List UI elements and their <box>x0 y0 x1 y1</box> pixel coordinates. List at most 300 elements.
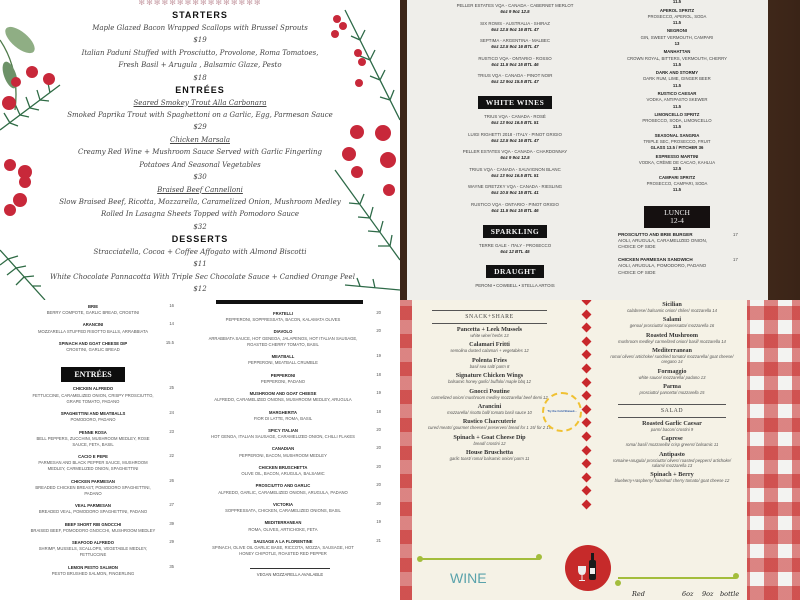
lunch-item-price: 17 <box>732 256 738 262</box>
item-price: 20 <box>376 463 381 469</box>
item-name: CHICKEN PARMESAN <box>71 478 115 484</box>
item-name: BRIE <box>87 304 98 309</box>
item-price: 20 <box>376 328 381 334</box>
item-description: SOPPRESSATA, CHICKEN, CARAMELIZED ONIONS, BASIL <box>225 508 341 514</box>
cocktail-description: GIN, SWEET VERMOUTH, CAMPARI <box>640 34 714 40</box>
item-price: 14 <box>169 321 174 327</box>
item-description: balsamic honey garlic/ buffalo/ maple bbq 12 <box>448 379 531 385</box>
menu-item <box>205 519 381 532</box>
menu-item <box>30 563 174 577</box>
cocktail-item <box>618 175 736 194</box>
item-description: blueberry+raspberry/ hazelnut/ cherry tomato/ goat cheese 12 <box>614 477 730 483</box>
item-name: Roasted Garlic Caesar <box>642 419 702 427</box>
item-description: FIOR DI LATTE, ROMA, BASIL <box>253 415 313 421</box>
wine-item <box>412 72 618 90</box>
dish-title <box>50 97 350 109</box>
item-description: BERRY COMPOTE, GARLIC BREAD, CROSTINI <box>46 310 140 316</box>
item-name: Signature Chicken Wings <box>455 372 524 380</box>
dish-title-text: Seared Smokey Trout Alla Carbonara <box>133 98 267 107</box>
menu-item <box>422 357 557 370</box>
promo-sunburst-badge: Try the Cold Shaved... <box>542 392 582 432</box>
cocktail-name: RUSTICO CAESAR <box>657 91 697 97</box>
item-price: 20 <box>376 310 381 315</box>
appetizers-entrees-list <box>30 303 174 583</box>
green-divider <box>420 558 540 560</box>
cocktail-name: NEGRONI <box>666 28 688 34</box>
wine-prices: 6oz 11.5 9oz 15 BTL 46 <box>491 61 539 67</box>
menu-item <box>608 368 736 381</box>
dish-description: Smoked Paprika Trout with Spaghettoni on a Garlic, Egg, Parmesan Sauce <box>67 110 333 119</box>
col-6oz: 6oz <box>682 590 694 598</box>
item-description: SPINACH, OLIVE OIL GARLIC BASE, RICCOTA, MOZZA, SAUSAGE, HOT HONEY CHIPOTLE, ROASTED RED PEPPER <box>212 545 354 557</box>
item-description: romaine+arugula/ prosciutto/ olives/ roasted peppers/ artichoke/ salami/ mozzarella 13 <box>612 457 732 468</box>
section-header <box>412 90 618 113</box>
green-dot <box>733 573 739 579</box>
item-description: carmelized onion/ mushroom medley mozzarella/ beef demi 12 <box>431 394 548 400</box>
wine-name: LUIGI RIGHETTI 2018 - ITALY - PINOT GRIGIO <box>468 131 562 137</box>
wine-prices: 6oz 11.5 9oz 15 BTL 46 <box>491 207 539 213</box>
dish-description: Rolled In Lasagna Sheets Topped with Pomodoro Sauce <box>101 210 299 219</box>
pizza-list <box>205 310 381 581</box>
wine-item <box>412 55 618 73</box>
item-description: PEPPERONI, PADANO <box>260 378 306 384</box>
lunch-item-price: 17 <box>732 231 738 237</box>
section-heading: STARTERS <box>172 10 228 21</box>
menu-item <box>205 482 381 495</box>
dish-price: $11 <box>193 260 207 269</box>
lunch-header <box>644 206 710 228</box>
cocktail-description: PROSECCO, SODA, LIMONCELLO <box>642 118 712 124</box>
menu-item <box>422 418 557 431</box>
wine-name: TRIUS VQA - CANADA - SAUVIGNON BLANC <box>469 166 561 172</box>
menu-item <box>608 435 736 448</box>
item-name: MEATBALL <box>271 354 295 360</box>
cocktail-name: APEROL SPRITZ <box>659 7 695 13</box>
dish-price: $30 <box>193 173 207 182</box>
item-name: Roasted Mushroom <box>646 331 698 339</box>
menu-item <box>608 301 736 314</box>
item-price: 21 <box>376 537 381 543</box>
item-description: semolina dusted calamari + vegetables 12 <box>450 348 529 354</box>
item-name: Caprese <box>661 435 683 443</box>
item-name: House Bruschetta <box>466 449 513 457</box>
item-description: BRAISED BEEF, POMODORO GNOCCHI, MUSHROOM MEDLEY <box>30 527 156 533</box>
lunch-item <box>618 232 736 251</box>
holiday-menu-photo <box>0 0 400 300</box>
cocktail-name: SEASONAL SANGRIA <box>654 132 700 138</box>
item-price: 20 <box>376 482 381 488</box>
item-name: PROSCIUTTO AND GARLIC <box>255 483 311 489</box>
section-heading: DRAUGHT <box>486 265 544 278</box>
dish-description: Maple Glazed Bacon Wrapped Scallops with Brussel Sprouts <box>92 23 308 32</box>
wine-name: SEPTIMA - ARGENTINA - MALBEC <box>479 38 551 44</box>
item-name: SPICY ITALIAN <box>268 428 298 433</box>
menu-item <box>205 408 381 422</box>
item-name: LEMON PESTO SALMON <box>68 564 118 570</box>
item-description: white sauce/ mozzarella/ padano 13 <box>638 374 706 380</box>
item-name: VEAL PARMESAN <box>75 503 111 509</box>
lunch-item-description: AIOLI, ARUGULA, CARAMELIZED ONION, CHOICE OF SIDE <box>618 238 708 250</box>
item-name: Polenta Fries <box>472 356 507 364</box>
section-header <box>30 359 170 386</box>
item-description: garlic toast/ roma/ balsamic onion/ parm 11 <box>449 456 530 462</box>
item-description: calabrese/ balsamic onion/ chiles/ mozzarella 14 <box>627 308 717 313</box>
cocktail-price: 13 <box>674 40 680 46</box>
cocktail-price: 12.5 <box>672 166 682 172</box>
item-name: CACIO E PEPE <box>78 454 108 460</box>
wine-list <box>412 2 618 300</box>
menu-item <box>205 500 381 514</box>
item-name: Spinach + Goat Cheese Dip <box>453 433 526 441</box>
item-description: BELL PEPPERS, ZUCCHINI, MUSHROOM MEDLEY, ROSE SAUCE, FETA, BASIL <box>36 435 150 447</box>
cocktail-description: TRIPLE SEC, PROSECCO, FRUIT <box>643 139 711 145</box>
holiday-menu-text <box>50 0 355 296</box>
menu-item <box>205 445 381 458</box>
item-description: bread/ crostini 12 <box>473 440 506 446</box>
section-header <box>412 259 618 282</box>
wine-prices: 6oz 12.5 9oz 16 BTL 47 <box>491 137 539 143</box>
menu-item <box>608 332 736 345</box>
wine-name: TRIUS VQA - CANADA - ROSÉ <box>484 113 546 119</box>
wine-prices: 6oz 10.5 9oz 15 BTL 41 <box>491 190 539 196</box>
wine-item <box>412 148 618 166</box>
item-name: CHICKEN ALFREDO <box>72 386 114 392</box>
item-price: 29 <box>169 539 174 545</box>
green-divider <box>618 577 736 579</box>
item-price: 19 <box>376 353 381 359</box>
dish-description: Potatoes And Seasonal Vegetables <box>139 160 261 169</box>
menu-item <box>30 477 174 497</box>
item-description: HOT GENOA, ITALIAN SAUSAGE, CARAMELIZED ONION, CHILLI FLAKES <box>211 434 355 440</box>
item-description: roma/ olives/ artichoke/ sundried tomato/ mozzarella/ goat cheese/ oregano 14 <box>610 354 734 365</box>
item-name: MARGHERITA <box>268 409 298 415</box>
green-dot <box>417 556 423 562</box>
menu-item <box>608 383 736 396</box>
item-name: FRATELLI <box>273 311 293 316</box>
item-description: FETTUCCINE, CARAMELIZED ONION, CRISPY PROSCIUTTO, GRAPE TOMATO, PADANO <box>32 392 154 404</box>
menu-item <box>205 390 381 403</box>
item-name: Calamari Fritti <box>469 341 510 349</box>
item-price: 35 <box>169 563 174 569</box>
col-9oz: 9oz <box>702 590 714 598</box>
cocktail-price: 11.5 <box>672 124 682 130</box>
item-description: mushroom medley/ carmelized onion/ basil/ mozzarella 14 <box>618 338 726 344</box>
item-price: 19 <box>376 519 381 525</box>
snack-share-list <box>422 308 557 465</box>
lunch-item-name: PROSCIUTTO AND BRIE BURGER <box>618 231 693 237</box>
item-name: SPAGHETTINI AND MEATBALLS <box>60 411 126 417</box>
cocktail-name: MANHATTAN <box>663 49 691 55</box>
item-price: 26 <box>169 477 174 483</box>
dish-price: $19 <box>193 36 207 45</box>
lunch-item-name: CHICKEN PARMESAN SANDWICH <box>618 256 693 262</box>
cocktail-price: 11.5 <box>672 61 682 67</box>
menu-item <box>205 427 381 440</box>
item-description: ALFREDO, CARAMELIZED ONIONS, MUSHROOM MEDLEY, ARUGULA <box>214 397 352 403</box>
item-name: CANADIAN <box>271 446 295 452</box>
item-name: ARANCINI <box>82 322 104 328</box>
menu-item <box>422 372 557 385</box>
dish-title <box>50 184 350 196</box>
wine-item <box>412 20 618 38</box>
item-price: 39 <box>169 520 174 526</box>
item-name: DIAVOLO <box>273 329 293 335</box>
section-heading: SNACK+SHARE <box>432 310 547 324</box>
cocktail-description: CROWN ROYAL, BITTERS, VERMOUTH, CHERRY <box>626 55 728 61</box>
dish-price: $18 <box>193 73 207 82</box>
wine-heading: WINE <box>450 570 487 586</box>
menu-item <box>30 410 174 423</box>
item-description: BREADED CHICKEN BREAST, POMODORO SPAGHETTINI, PADANO <box>35 484 151 496</box>
item-price: 18 <box>376 371 381 377</box>
wine-prices: 6oz 12 9oz 15.5 BTL 47 <box>491 79 539 85</box>
item-name: BEEF SHORT RIB GNOCCHI <box>64 521 122 527</box>
menu-item <box>422 434 557 447</box>
wine-prices: 6oz 12 BTL 45 <box>500 248 530 254</box>
wine-type-label: Red <box>632 590 645 598</box>
item-name: Rustico Charcuterie <box>462 418 517 426</box>
item-description: ALFREDO, GARLIC, CARAMELIZED ONIONS, ARUGULA, PADANO <box>218 489 348 495</box>
item-description: OLIVE OIL, BACON, ARUGULA, BALSAMIC <box>241 471 325 477</box>
menu-item <box>422 403 557 416</box>
dish-description: Slow Braised Beef, Ricotta, Mozzarella, Caramelized Onion, Mushroom Medley <box>59 198 341 206</box>
item-price: 23 <box>169 428 174 434</box>
item-name: Antipasto <box>659 450 685 458</box>
menu-item <box>30 502 174 515</box>
wine-prices: 6oz 13 9oz 16.5 BTL 51 <box>491 119 539 125</box>
menu-item <box>205 371 381 385</box>
item-price: 24 <box>169 410 174 416</box>
item-description: prosciutto/ pancetta/ mozzarella 15 <box>639 389 705 395</box>
wine-prices: 6oz 9 9oz 12.5 <box>500 9 530 14</box>
lunch-item <box>618 257 736 276</box>
dish-description: Creamy Red Wine + Mushroom Sauce Served with Garlic Fingerling <box>77 148 323 157</box>
wine-prices: 6oz 12.5 9oz 16 BTL 47 <box>491 26 539 32</box>
dish-description: Italian Paduni Stuffed with Prosciutto, Provolone, Roma Tomatoes, <box>81 48 319 57</box>
item-name: Sicilian <box>662 301 682 308</box>
cocktail-item <box>618 112 736 131</box>
green-dot <box>536 554 542 560</box>
lunch-hours: 12-4 <box>670 215 684 225</box>
cocktail-price: 11.5 <box>672 19 682 25</box>
menu-item <box>608 471 736 484</box>
item-description: PEPPERONI, MEATBALL CRUMBLE <box>248 360 318 366</box>
drinks-menu-photo <box>400 0 800 300</box>
wine-name: WAYNE GRETZKY VQA - CANADA - RIESLING <box>467 184 563 190</box>
menu-item <box>205 463 381 477</box>
cocktail-list <box>618 0 736 282</box>
item-name: MUSHROOM AND GOAT CHEESE <box>249 391 317 397</box>
item-description: POMODORO, PADANO <box>70 417 116 423</box>
cocktail-description: VODKA, ANTIPASTO SKEWER <box>646 97 708 103</box>
item-description: PARMESAN AND BLACK PEPPER SAUCE, MUSHROOM MEDLEY, CARMELIZED ONION, SPAGHETTINI <box>38 460 148 472</box>
cocktail-name: CAMPARI SPRITZ <box>658 174 696 180</box>
dish-title-text: Chicken Marsala <box>169 135 230 144</box>
item-description: PESTO BRUSHED SALMON, FINGERLING <box>51 570 135 576</box>
wine-prices: 6oz 13 9oz 16.5 BTL 51 <box>491 172 539 178</box>
dish-description: Fresh Basil + Arugula , Balsamic Glaze, Pesto <box>118 61 282 70</box>
item-name: VICTORIA <box>273 501 293 507</box>
item-name: Gnocci Poutine <box>469 387 510 395</box>
item-name: Formaggio <box>657 367 687 375</box>
menu-item <box>608 451 736 469</box>
cocktail-price: GLASS 13.5 / PITCHER 36 <box>650 145 704 151</box>
cocktail-price: 11.5 <box>672 0 682 4</box>
wine-name: PERONI • COWBELL • STELLA ARTOIS <box>475 283 555 289</box>
menu-item <box>205 328 381 347</box>
item-name: Spinach + Berry <box>650 470 694 478</box>
pizza-salad-list <box>608 301 736 486</box>
cocktail-name: ESPRESSO MARTINI <box>655 153 699 159</box>
cocktail-description: DARK RUM, LIME, GINGER BEER <box>643 76 711 82</box>
cocktail-description: VODKA, CRÈME DE CACAO, KAHLUA <box>638 160 716 166</box>
wine-name: TRIUS VQA - CANADA - PINOT NOIR <box>477 73 553 79</box>
item-description: BREADED VEAL, POMODORO SPAGHETTINI, PADANO <box>38 509 148 515</box>
wine-name: TERRE GALE - ITALY - PROSECCO <box>478 242 552 248</box>
section-heading: DESSERTS <box>171 234 229 245</box>
cocktail-item <box>618 0 736 5</box>
dish-price: $29 <box>193 123 207 132</box>
item-price: 27 <box>169 502 174 508</box>
cocktail-item <box>618 8 736 27</box>
item-description: parm/ bacon/ crostini 9 <box>650 426 694 432</box>
dish-title <box>50 134 350 146</box>
item-name: Mediterranean <box>652 347 692 355</box>
section-heading: SALAD <box>618 404 726 418</box>
item-price: 22 <box>169 453 174 459</box>
item-description: ROMA, OLIVES, ARTICHOKE, FETA <box>248 526 318 532</box>
menu-item <box>30 453 174 472</box>
item-description: ARRABBIATA SAUCE, HOT GENEOA, JALAPENOS, HOT ITALIAN SAUSAGE, ROASTED CHERRY TOMATO, BASIL <box>208 335 358 347</box>
lunch-item-description: AIOLI, ARUGULA, POMODORO, PADANO CHOICE OF SIDE <box>618 263 707 275</box>
rustic-menu-photo <box>400 300 800 600</box>
cocktail-item <box>618 70 736 89</box>
wine-item <box>412 2 618 20</box>
green-dot <box>615 580 621 586</box>
wine-item <box>412 282 618 300</box>
item-name: PENNE ROSA <box>79 429 107 435</box>
cocktail-item <box>618 28 736 47</box>
item-description: white wine/ herbs 13 <box>470 333 509 338</box>
wine-name: RUSTICO VQA - ONTARIO - ROSSO <box>478 55 552 61</box>
menu-item <box>30 385 174 404</box>
dish-title-text: Braised Beef Cannelloni <box>157 185 243 194</box>
dish-price: $32 <box>193 222 207 231</box>
section-header <box>412 219 618 242</box>
wine-item <box>412 113 618 131</box>
menu-item <box>608 347 736 365</box>
menu-item <box>30 303 174 316</box>
star-border: ✻✻✻✻✻✻✻✻✻✻✻✻✻✻✻✻ <box>138 0 262 7</box>
wine-name: PELLER ESTATES VQA - CANADA - CHARDONNAY <box>462 149 568 155</box>
wine-name: RUSTICO VQA - ONTARIO - PINOT GRIGIO <box>471 201 559 207</box>
cocktail-name: DARK AND STORMY <box>655 70 699 76</box>
cocktail-item <box>618 49 736 68</box>
item-description: PEPPERONI, SOPPRESSATA, BACON, KALAMATA OLIVES <box>225 317 341 323</box>
menu-item <box>422 341 557 354</box>
item-price: 25 <box>169 385 174 391</box>
item-name: Pancetta + Leek Mussels <box>456 326 523 333</box>
item-description: MOZZARELLA STUFFED RISOTTO BALLS, ARRABBIATA <box>37 328 149 334</box>
item-price: 19 <box>376 390 381 396</box>
item-description: PEPPERONI, BACON, MUSHROOM MEDLEY <box>239 452 327 458</box>
item-price: 20 <box>376 427 381 432</box>
cocktail-item <box>618 91 736 110</box>
item-price: 15.5 <box>165 339 174 345</box>
section-heading: SPARKLING <box>483 225 548 238</box>
menu-item <box>422 449 557 462</box>
menu-item <box>30 339 174 353</box>
menu-item <box>30 428 174 448</box>
item-name: Parma <box>663 382 681 390</box>
menu-item <box>608 316 736 329</box>
item-description: genoa/ prosciutto/ sopressatta/ mozzarella 16 <box>629 323 715 329</box>
menu-item <box>422 388 557 401</box>
wine-name: SIX ROWS - AUSTRALIA - SHIRAZ <box>480 20 550 26</box>
item-name: SPINACH AND GOAT CHEESE DIP <box>58 340 128 346</box>
item-name: CHICKEN BRUSCHETTA <box>258 464 308 470</box>
cocktail-price: 11.5 <box>672 187 682 193</box>
wine-item <box>412 166 618 184</box>
item-price: 20 <box>376 445 381 451</box>
section-header-bar <box>216 300 363 304</box>
menu-item <box>205 537 381 557</box>
item-name: PEPPERONI <box>270 372 296 378</box>
lunch-title: LUNCH <box>664 207 690 217</box>
wine-item <box>412 183 618 201</box>
menu-item <box>30 539 174 558</box>
vegan-note: VEGAN MOZZARELLA AVAILABLE <box>250 568 330 577</box>
wine-prices: 6oz 9 9oz 12.5 <box>500 155 530 161</box>
item-description: roma/ basil/ mozzarella/ crisp greens/ balsamic 11 <box>625 442 719 448</box>
item-description: CROSTINI, GARLIC BREAD <box>66 347 120 353</box>
wine-item <box>412 201 618 219</box>
cocktail-item <box>618 154 736 173</box>
wine-prices: 6oz 12.5 9oz 16 BTL 47 <box>491 44 539 50</box>
wine-item <box>412 131 618 149</box>
menu-item <box>205 353 381 366</box>
menu-item <box>422 326 557 339</box>
item-description: mozzarella/ risotto ball/ tomato basil sauce 10 <box>447 410 532 416</box>
dish-price: $12 <box>193 285 207 294</box>
item-name: SEAFOOD ALFREDO <box>72 540 114 546</box>
item-price: 20 <box>376 500 381 506</box>
menu-item <box>205 310 381 323</box>
item-name: Arancini <box>477 403 502 411</box>
wine-bottle-glass-icon <box>564 544 612 592</box>
section-heading: ENTRÉES <box>175 85 225 96</box>
item-name: SAUSAGE A LA FLORENTINE <box>253 538 313 544</box>
menu-item <box>30 520 174 534</box>
cocktail-name: LIMONCELLO SPRITZ <box>654 112 700 118</box>
cocktail-description: PROSECCO, CAMPARI, SODA <box>646 180 708 186</box>
wine-item <box>412 242 618 260</box>
wine-item <box>412 37 618 55</box>
dish-description: White Chocolate Pannacotta With Triple Sec Chocolate Sauce + Candied Orange Peel <box>50 272 355 281</box>
dish-description: Stracciatella, Cocoa + Coffee Affogato with Almond Biscotti <box>93 247 307 256</box>
cocktail-price: 11.5 <box>672 82 682 88</box>
item-description: SHRIMP, MUSSELS, SCALLOPS, VEGETABLE MEDLEY, FETTUCCINE <box>38 546 148 558</box>
section-heading: ENTRÉES <box>61 367 124 382</box>
item-name: MEDITERRANEAN <box>264 520 302 526</box>
cocktail-price: 11.5 <box>672 103 682 109</box>
item-name: Salami <box>662 316 682 324</box>
item-description: basil sea salt/ parm 8 <box>469 363 510 369</box>
wine-name: PELLER ESTATES VQA - CANADA - CABERNET MERLOT <box>456 3 574 8</box>
col-bottle: bottle <box>720 590 740 598</box>
cocktail-description: PROSECCO, APEROL, SODA <box>647 13 707 19</box>
section-heading: WHITE WINES <box>478 96 553 109</box>
